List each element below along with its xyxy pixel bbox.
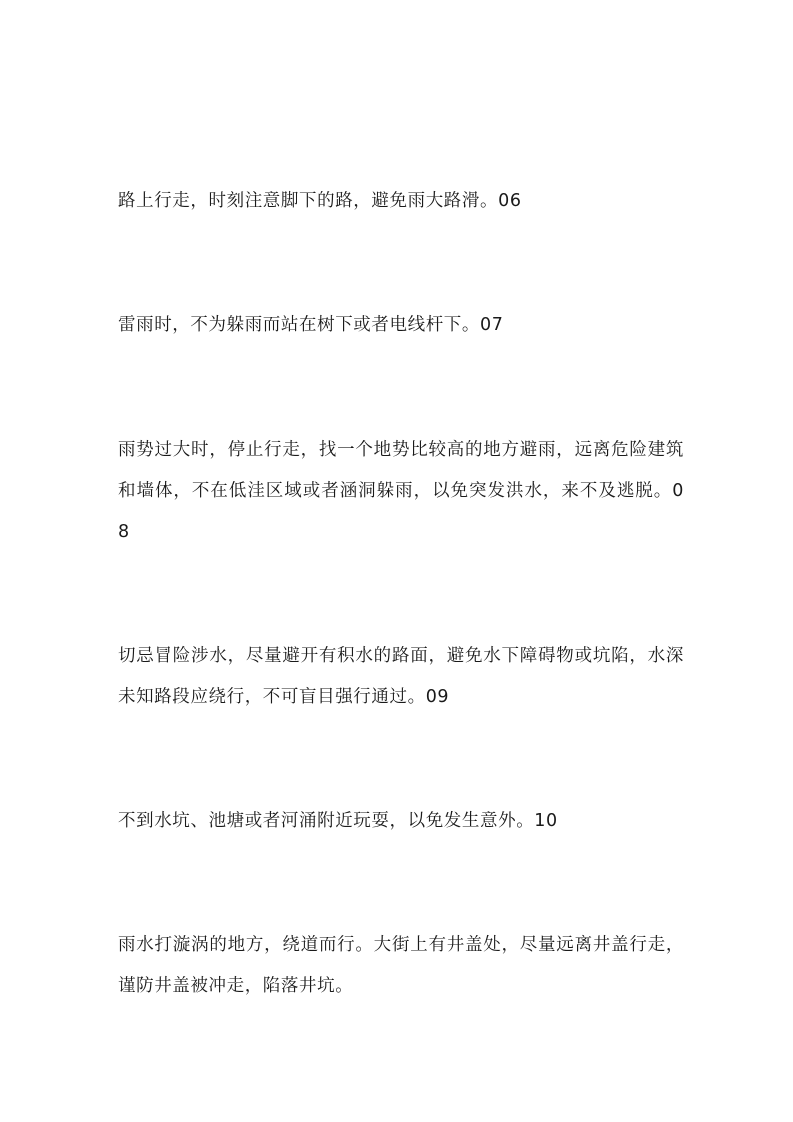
paragraph-09: 切忌冒险涉水，尽量避开有积水的路面，避免水下障碍物或坑陷，水深未知路段应绕行，不可盲目强行通过。09 (118, 646, 684, 707)
paragraph-07: 雷雨时，不为躲雨而站在树下或者电线杆下。07 (118, 315, 504, 335)
paragraph-10: 不到水坑、池塘或者河涌附近玩耍，以免发生意外。10 (118, 811, 558, 831)
paragraph-11: 雨水打漩涡的地方，绕道而行。大街上有井盖处，尽量远离井盖行走，谨防井盖被冲走，陷落井坑。 (118, 935, 684, 996)
paragraph-08: 雨势过大时，停止行走，找一个地势比较高的地方避雨，远离危险建筑和墙体，不在低洼区域或者涵洞躲雨，以免突发洪水，来不及逃脱。08 (118, 440, 684, 542)
paragraph-06: 路上行走，时刻注意脚下的路，避免雨大路滑。06 (118, 191, 522, 211)
